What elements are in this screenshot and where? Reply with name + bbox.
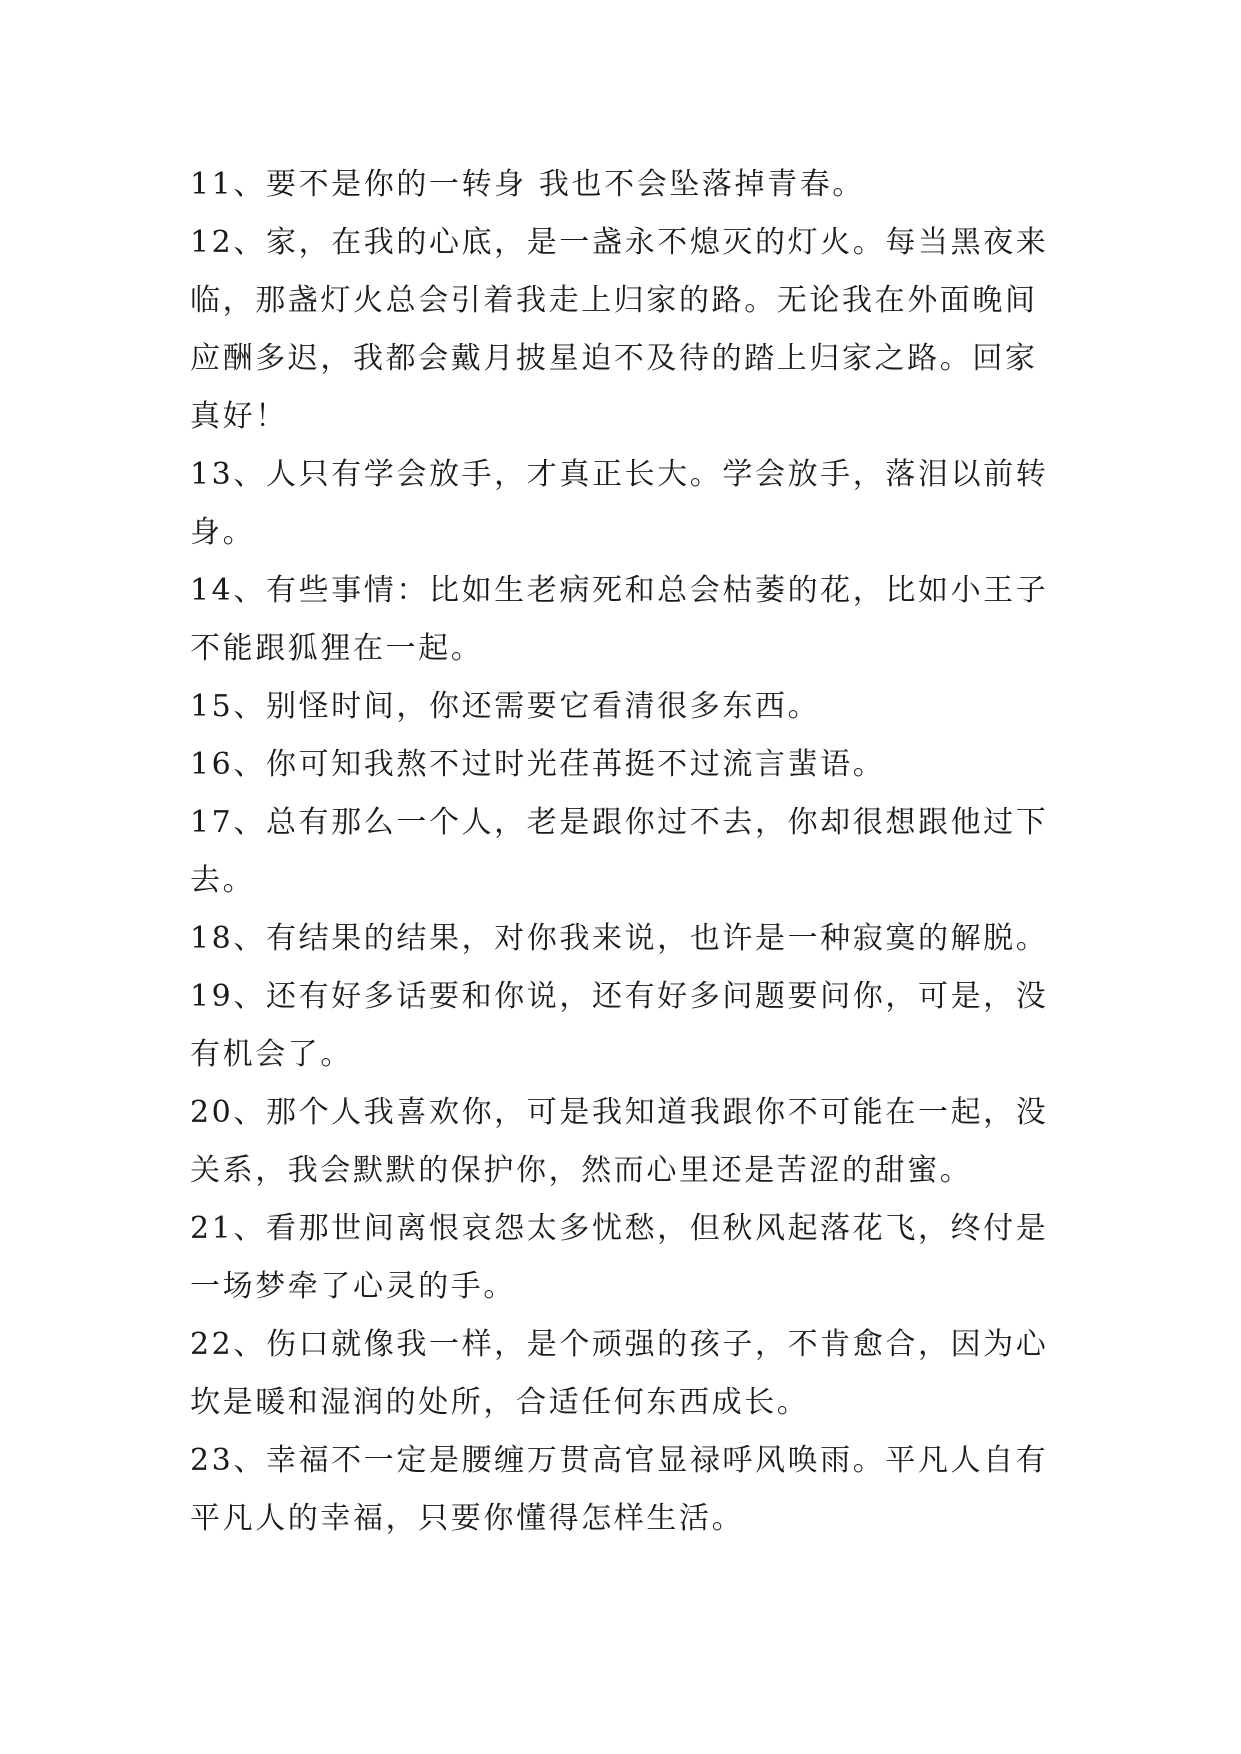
text-line: 13、人只有学会放手，才真正长大。学会放手，落泪以前转 (190, 457, 1049, 492)
text-line: 坎是暖和湿润的处所，合适任何东西成长。 (190, 1385, 810, 1420)
text-line: 17、总有那么一个人，老是跟你过不去，你却很想跟他过下 (190, 805, 1049, 840)
text-line: 应酬多迟，我都会戴月披星迫不及待的踏上归家之路。回家 (190, 341, 1038, 376)
text-line: 14、有些事情：比如生老病死和总会枯萎的花，比如小王子 (190, 573, 1049, 608)
text-line: 11、要不是你的一转身 我也不会坠落掉青春。 (190, 167, 865, 202)
text-line: 身。 (190, 515, 256, 550)
text-line: 有机会了。 (190, 1037, 353, 1072)
text-line: 16、你可知我熬不过时光荏苒挺不过流言蜚语。 (190, 747, 886, 782)
text-line: 21、看那世间离恨哀怨太多忧愁，但秋风起落花飞，终付是 (190, 1211, 1049, 1246)
text-line: 15、别怪时间，你还需要它看清很多东西。 (190, 689, 821, 724)
text-line: 一场梦牵了心灵的手。 (190, 1269, 516, 1304)
text-line: 不能跟狐狸在一起。 (190, 631, 484, 666)
text-line: 关系，我会默默的保护你，然而心里还是苦涩的甜蜜。 (190, 1153, 973, 1188)
text-line: 20、那个人我喜欢你，可是我知道我跟你不可能在一起，没 (190, 1095, 1049, 1130)
document-body (190, 156, 1070, 1548)
text-line: 23、幸福不一定是腰缠万贯高官显禄呼风唤雨。平凡人自有 (190, 1443, 1049, 1478)
text-line: 平凡人的幸福，只要你懂得怎样生活。 (190, 1501, 745, 1536)
text-line: 12、家，在我的心底，是一盏永不熄灭的灯火。每当黑夜来 (190, 225, 1049, 260)
text-line: 临，那盏灯火总会引着我走上归家的路。无论我在外面晚间 (190, 283, 1038, 318)
text-line: 19、还有好多话要和你说，还有好多问题要问你，可是，没 (190, 979, 1049, 1014)
text-line: 22、伤口就像我一样，是个顽强的孩子，不肯愈合，因为心 (190, 1327, 1049, 1362)
text-line: 18、有结果的结果，对你我来说，也许是一种寂寞的解脱。 (190, 921, 1049, 956)
text-line: 去。 (190, 863, 256, 898)
text-line: 真好！ (190, 399, 288, 434)
